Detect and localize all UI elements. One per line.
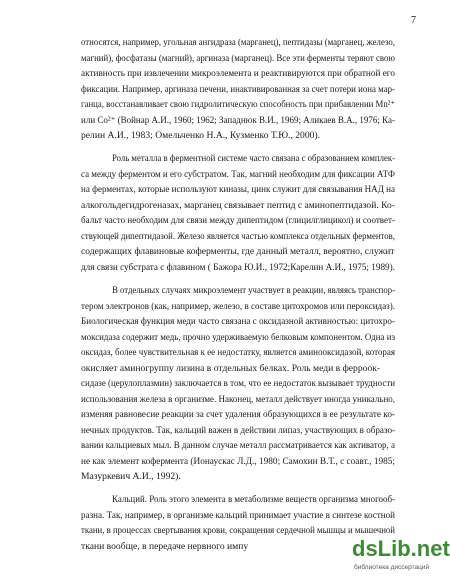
text-line: Мазуркевич А.И., 1992). bbox=[81, 471, 181, 482]
text-line: алкогольдегидрогеназах, марганец связывает пептид с аминопептидазой. Ко- bbox=[81, 200, 395, 211]
text-line: ствующей дипептидазой. Железо является частью комплекса отдельных ферментов, bbox=[81, 231, 396, 242]
watermark-logo bbox=[352, 537, 448, 579]
text-line: окисляет аминогруппу лизина в отдельных белках. Роль меди в ферроок- bbox=[81, 363, 381, 374]
paragraph-first-line: Кальций. Роль этого элемента в метаболизме веществ организма многооб- bbox=[112, 494, 396, 505]
page-number: 7 bbox=[411, 15, 416, 26]
text-line: Биологическая функция меди часто связана с оксидазной активностью: цитохро- bbox=[81, 316, 395, 327]
text-line: оксидаз, более чувствительная к ее недостатку, является аминооксидазой, которая bbox=[81, 347, 395, 358]
watermark-subtitle: библиотека диссертаций bbox=[354, 564, 430, 571]
text-line: на ферментах, которые используют киназы, цинк служит для связывания НАД на bbox=[81, 184, 395, 195]
text-line: бальт часто необходим для связи между дипептидом (глицилглицикол) и соответ- bbox=[81, 215, 395, 226]
text-line: магний), фосфатазы (магний), аргиназа (марганец). Все эти ферменты теряют свою bbox=[81, 53, 395, 64]
text-line: разна. Так, например, в организме кальций принимает участие в синтезе костной bbox=[81, 510, 396, 521]
text-line: нечных продуктов. Так, кальций важен в действии липаз, участвующих в образо- bbox=[81, 425, 396, 436]
text-line: активность при извлечении микроэлемента и реактивируются при обратной его bbox=[81, 68, 395, 79]
text-line: ткани вообще, в передаче нервного импу bbox=[81, 541, 249, 552]
text-line: тером электронов (как, например, железо, в составе цитохромов или пероксидаз). bbox=[81, 301, 396, 312]
text-line: содержащих флавиновые коферменты, где данный металл, вероятно, служит bbox=[81, 246, 395, 257]
text-line: моксидаза содержит медь, прочно удерживаемую белковым компонентом. Одна из bbox=[81, 332, 395, 343]
text-line: ганца, восстанавливает свою гидролитическую способность при прибавлении Mn²⁺ bbox=[81, 99, 395, 110]
text-line: использования железа в организме. Наконец, металл действует иногда уникально, bbox=[81, 394, 396, 405]
text-line: относятся, например, угольная ангидраза (марганец), пептидазы (марганец, железо, bbox=[81, 37, 395, 48]
text-line: релин А.И., 1983; Омельченко Н.А., Кузменко Т.Ю., 2000). bbox=[81, 130, 321, 141]
paragraph-first-line: Роль металла в ферментной системе часто связана с образованием комплек- bbox=[112, 153, 395, 164]
text-line: для связи субстрата с флавином ( Бажора Ю.И., 1972;Карелин А.И., 1975; 1989). bbox=[81, 262, 395, 273]
text-line: са между ферментом и его субстратом. Так, магний необходим для фиксации АТФ bbox=[81, 169, 395, 180]
text-line: изменяя равновесие реакции за счет удаления образующихся в ее результате ко- bbox=[81, 409, 395, 420]
watermark-logo-text: dsLib.net bbox=[352, 536, 450, 561]
text-line: фиксации. Например, аргиназа печени, инактивированная за счет потери иона мар- bbox=[81, 84, 396, 95]
text-line: не как элемент кофермента (Ионаускас Л.Д., 1980; Самохин В.Т., с соавт., 1985; bbox=[81, 456, 396, 467]
text-line: ткани, в процессах свертывания крови, сокращения сердечной мышцы и мышечной bbox=[81, 525, 395, 536]
text-line: вании кальциевых мыл. В данном случае металл рассматривается как активатор, а bbox=[81, 440, 395, 451]
text-line: или Co²⁺ (Войнар А.И., 1960; 1962; Западнюк В.И., 1969; Аликаев В.А., 1976; Ка- bbox=[81, 115, 396, 126]
text-line: сидазе (церулоплазмин) заключается в том, что ее недостаток вызывает трудности bbox=[81, 378, 396, 389]
paragraph-first-line: В отдельных случаях микроэлемент участвует в реакции, являясь транспор- bbox=[112, 285, 395, 296]
